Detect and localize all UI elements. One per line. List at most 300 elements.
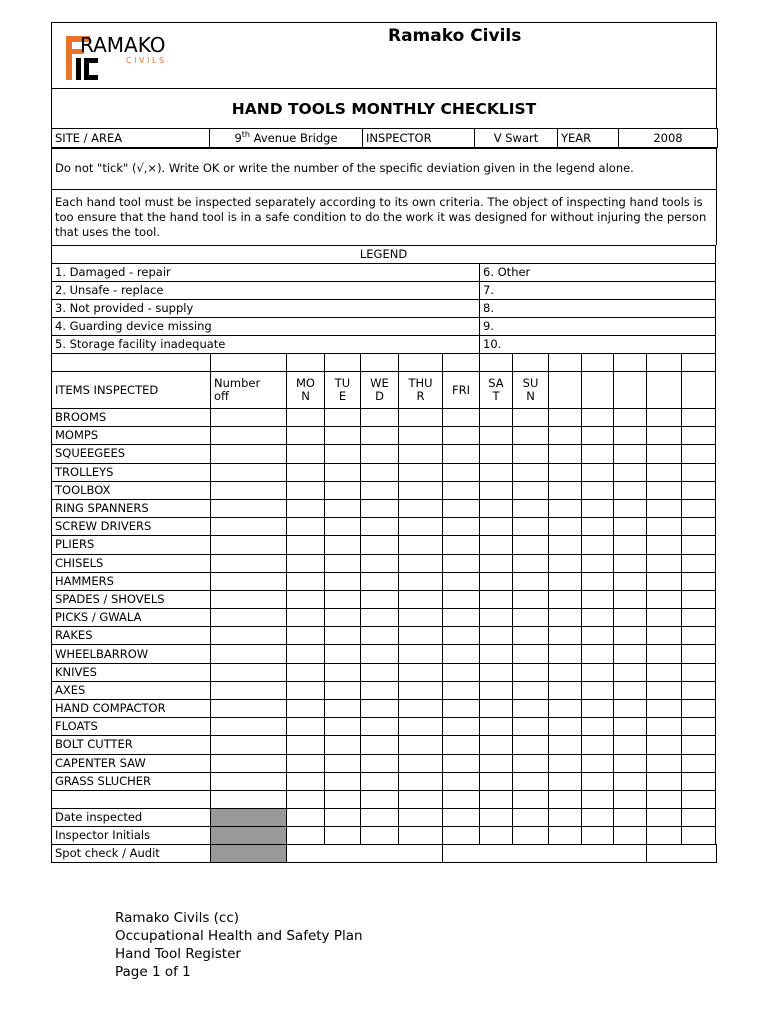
- check-cell[interactable]: [647, 518, 682, 536]
- check-cell[interactable]: [647, 463, 682, 481]
- check-cell[interactable]: [614, 518, 647, 536]
- check-cell[interactable]: [361, 554, 399, 572]
- check-cell[interactable]: [682, 499, 716, 517]
- check-cell[interactable]: [211, 481, 287, 499]
- check-cell[interactable]: [480, 572, 513, 590]
- check-cell[interactable]: [582, 826, 614, 844]
- check-cell[interactable]: [513, 463, 549, 481]
- check-cell[interactable]: [582, 718, 614, 736]
- check-cell[interactable]: [399, 826, 443, 844]
- check-cell[interactable]: [614, 627, 647, 645]
- check-cell[interactable]: [325, 536, 361, 554]
- check-cell[interactable]: [211, 445, 287, 463]
- check-cell[interactable]: [513, 627, 549, 645]
- check-cell[interactable]: [513, 663, 549, 681]
- check-cell[interactable]: [513, 609, 549, 627]
- check-cell[interactable]: [513, 754, 549, 772]
- check-cell[interactable]: [513, 572, 549, 590]
- check-cell[interactable]: [325, 518, 361, 536]
- check-cell[interactable]: [549, 499, 582, 517]
- check-cell[interactable]: [443, 790, 480, 808]
- check-cell[interactable]: [287, 427, 325, 445]
- check-cell[interactable]: [325, 663, 361, 681]
- check-cell[interactable]: [480, 518, 513, 536]
- check-cell[interactable]: [480, 536, 513, 554]
- check-cell[interactable]: [480, 736, 513, 754]
- check-cell[interactable]: [614, 481, 647, 499]
- audit-cell[interactable]: [287, 844, 443, 862]
- check-cell[interactable]: [614, 572, 647, 590]
- check-cell[interactable]: [513, 590, 549, 608]
- check-cell[interactable]: [549, 409, 582, 427]
- check-cell[interactable]: [480, 718, 513, 736]
- check-cell[interactable]: [443, 645, 480, 663]
- check-cell[interactable]: [443, 481, 480, 499]
- check-cell[interactable]: [549, 663, 582, 681]
- check-cell[interactable]: [211, 700, 287, 718]
- check-cell[interactable]: [647, 572, 682, 590]
- check-cell[interactable]: [682, 445, 716, 463]
- check-cell[interactable]: [647, 772, 682, 790]
- check-cell[interactable]: [647, 536, 682, 554]
- check-cell[interactable]: [513, 681, 549, 699]
- check-cell[interactable]: [361, 808, 399, 826]
- check-cell[interactable]: [443, 427, 480, 445]
- check-cell[interactable]: [614, 700, 647, 718]
- check-cell[interactable]: [682, 645, 716, 663]
- check-cell[interactable]: [582, 808, 614, 826]
- check-cell[interactable]: [582, 445, 614, 463]
- check-cell[interactable]: [549, 772, 582, 790]
- check-cell[interactable]: [287, 609, 325, 627]
- check-cell[interactable]: [361, 518, 399, 536]
- check-cell[interactable]: [513, 427, 549, 445]
- check-cell[interactable]: [211, 736, 287, 754]
- check-cell[interactable]: [325, 609, 361, 627]
- check-cell[interactable]: [325, 590, 361, 608]
- check-cell[interactable]: [325, 681, 361, 699]
- check-cell[interactable]: [480, 681, 513, 699]
- check-cell[interactable]: [513, 554, 549, 572]
- check-cell[interactable]: [647, 808, 682, 826]
- check-cell[interactable]: [582, 681, 614, 699]
- check-cell[interactable]: [361, 663, 399, 681]
- check-cell[interactable]: [399, 718, 443, 736]
- check-cell[interactable]: [480, 481, 513, 499]
- check-cell[interactable]: [211, 427, 287, 445]
- check-cell[interactable]: [287, 736, 325, 754]
- check-cell[interactable]: [325, 409, 361, 427]
- check-cell[interactable]: [287, 681, 325, 699]
- check-cell[interactable]: [361, 481, 399, 499]
- check-cell[interactable]: [211, 718, 287, 736]
- check-cell[interactable]: [682, 772, 716, 790]
- check-cell[interactable]: [513, 499, 549, 517]
- check-cell[interactable]: [361, 463, 399, 481]
- check-cell[interactable]: [361, 700, 399, 718]
- check-cell[interactable]: [325, 645, 361, 663]
- check-cell[interactable]: [614, 772, 647, 790]
- check-cell[interactable]: [399, 481, 443, 499]
- check-cell[interactable]: [682, 826, 716, 844]
- check-cell[interactable]: [647, 590, 682, 608]
- check-cell[interactable]: [211, 463, 287, 481]
- check-cell[interactable]: [287, 409, 325, 427]
- check-cell[interactable]: [399, 700, 443, 718]
- check-cell[interactable]: [582, 609, 614, 627]
- check-cell[interactable]: [480, 590, 513, 608]
- check-cell[interactable]: [443, 663, 480, 681]
- check-cell[interactable]: [361, 572, 399, 590]
- check-cell[interactable]: [287, 481, 325, 499]
- check-cell[interactable]: [682, 427, 716, 445]
- check-cell[interactable]: [647, 445, 682, 463]
- check-cell[interactable]: [325, 463, 361, 481]
- check-cell[interactable]: [287, 627, 325, 645]
- check-cell[interactable]: [211, 554, 287, 572]
- check-cell[interactable]: [549, 808, 582, 826]
- check-cell[interactable]: [211, 609, 287, 627]
- check-cell[interactable]: [513, 518, 549, 536]
- check-cell[interactable]: [480, 427, 513, 445]
- check-cell[interactable]: [549, 572, 582, 590]
- check-cell[interactable]: [614, 808, 647, 826]
- check-cell[interactable]: [582, 499, 614, 517]
- check-cell[interactable]: [549, 718, 582, 736]
- check-cell[interactable]: [682, 481, 716, 499]
- check-cell[interactable]: [549, 427, 582, 445]
- check-cell[interactable]: [647, 645, 682, 663]
- check-cell[interactable]: [211, 663, 287, 681]
- check-cell[interactable]: [549, 518, 582, 536]
- check-cell[interactable]: [325, 754, 361, 772]
- check-cell[interactable]: [682, 736, 716, 754]
- check-cell[interactable]: [582, 772, 614, 790]
- check-cell[interactable]: [287, 645, 325, 663]
- check-cell[interactable]: [614, 463, 647, 481]
- check-cell[interactable]: [614, 645, 647, 663]
- check-cell[interactable]: [582, 409, 614, 427]
- check-cell[interactable]: [614, 609, 647, 627]
- check-cell[interactable]: [513, 790, 549, 808]
- check-cell[interactable]: [443, 536, 480, 554]
- check-cell[interactable]: [682, 463, 716, 481]
- check-cell[interactable]: [582, 790, 614, 808]
- check-cell[interactable]: [211, 409, 287, 427]
- check-cell[interactable]: [682, 554, 716, 572]
- check-cell[interactable]: [549, 590, 582, 608]
- check-cell[interactable]: [399, 754, 443, 772]
- check-cell[interactable]: [480, 463, 513, 481]
- check-cell[interactable]: [287, 463, 325, 481]
- check-cell[interactable]: [513, 700, 549, 718]
- check-cell[interactable]: [614, 663, 647, 681]
- check-cell[interactable]: [211, 790, 287, 808]
- check-cell[interactable]: [325, 700, 361, 718]
- check-cell[interactable]: [549, 754, 582, 772]
- check-cell[interactable]: [325, 481, 361, 499]
- check-cell[interactable]: [443, 808, 480, 826]
- check-cell[interactable]: [480, 663, 513, 681]
- check-cell[interactable]: [614, 536, 647, 554]
- check-cell[interactable]: [325, 554, 361, 572]
- check-cell[interactable]: [647, 736, 682, 754]
- check-cell[interactable]: [211, 754, 287, 772]
- check-cell[interactable]: [549, 826, 582, 844]
- check-cell[interactable]: [614, 754, 647, 772]
- inspector-value[interactable]: V Swart: [475, 129, 558, 148]
- check-cell[interactable]: [549, 681, 582, 699]
- check-cell[interactable]: [287, 718, 325, 736]
- check-cell[interactable]: [614, 681, 647, 699]
- check-cell[interactable]: [614, 427, 647, 445]
- check-cell[interactable]: [582, 627, 614, 645]
- check-cell[interactable]: [287, 700, 325, 718]
- check-cell[interactable]: [582, 518, 614, 536]
- check-cell[interactable]: [443, 718, 480, 736]
- check-cell[interactable]: [399, 627, 443, 645]
- check-cell[interactable]: [399, 536, 443, 554]
- check-cell[interactable]: [399, 499, 443, 517]
- check-cell[interactable]: [549, 536, 582, 554]
- check-cell[interactable]: [682, 790, 716, 808]
- check-cell[interactable]: [287, 518, 325, 536]
- check-cell[interactable]: [480, 609, 513, 627]
- check-cell[interactable]: [361, 681, 399, 699]
- check-cell[interactable]: [513, 718, 549, 736]
- check-cell[interactable]: [480, 645, 513, 663]
- check-cell[interactable]: [211, 645, 287, 663]
- check-cell[interactable]: [582, 590, 614, 608]
- check-cell[interactable]: [582, 536, 614, 554]
- check-cell[interactable]: [647, 427, 682, 445]
- check-cell[interactable]: [211, 772, 287, 790]
- check-cell[interactable]: [582, 645, 614, 663]
- check-cell[interactable]: [325, 627, 361, 645]
- check-cell[interactable]: [443, 681, 480, 699]
- check-cell[interactable]: [682, 754, 716, 772]
- check-cell[interactable]: [614, 590, 647, 608]
- check-cell[interactable]: [287, 554, 325, 572]
- check-cell[interactable]: [682, 700, 716, 718]
- check-cell[interactable]: [361, 790, 399, 808]
- check-cell[interactable]: [480, 790, 513, 808]
- check-cell[interactable]: [614, 790, 647, 808]
- check-cell[interactable]: [361, 536, 399, 554]
- check-cell[interactable]: [287, 590, 325, 608]
- audit-cell[interactable]: [647, 844, 717, 862]
- check-cell[interactable]: [287, 536, 325, 554]
- check-cell[interactable]: [361, 409, 399, 427]
- check-cell[interactable]: [399, 445, 443, 463]
- check-cell[interactable]: [480, 499, 513, 517]
- check-cell[interactable]: [549, 609, 582, 627]
- check-cell[interactable]: [513, 826, 549, 844]
- check-cell[interactable]: [399, 609, 443, 627]
- check-cell[interactable]: [647, 627, 682, 645]
- check-cell[interactable]: [399, 409, 443, 427]
- check-cell[interactable]: [582, 463, 614, 481]
- check-cell[interactable]: [582, 572, 614, 590]
- check-cell[interactable]: [443, 736, 480, 754]
- check-cell[interactable]: [682, 536, 716, 554]
- check-cell[interactable]: [443, 572, 480, 590]
- check-cell[interactable]: [361, 718, 399, 736]
- check-cell[interactable]: [647, 681, 682, 699]
- check-cell[interactable]: [513, 645, 549, 663]
- check-cell[interactable]: [287, 772, 325, 790]
- check-cell[interactable]: [480, 554, 513, 572]
- check-cell[interactable]: [682, 609, 716, 627]
- check-cell[interactable]: [647, 481, 682, 499]
- check-cell[interactable]: [682, 681, 716, 699]
- check-cell[interactable]: [399, 808, 443, 826]
- check-cell[interactable]: [614, 499, 647, 517]
- check-cell[interactable]: [287, 826, 325, 844]
- check-cell[interactable]: [325, 427, 361, 445]
- check-cell[interactable]: [513, 772, 549, 790]
- check-cell[interactable]: [682, 808, 716, 826]
- check-cell[interactable]: [325, 445, 361, 463]
- check-cell[interactable]: [513, 445, 549, 463]
- check-cell[interactable]: [361, 627, 399, 645]
- check-cell[interactable]: [443, 590, 480, 608]
- check-cell[interactable]: [549, 700, 582, 718]
- check-cell[interactable]: [647, 499, 682, 517]
- check-cell[interactable]: [361, 590, 399, 608]
- check-cell[interactable]: [480, 754, 513, 772]
- check-cell[interactable]: [211, 627, 287, 645]
- check-cell[interactable]: [582, 700, 614, 718]
- check-cell[interactable]: [399, 463, 443, 481]
- check-cell[interactable]: [513, 808, 549, 826]
- check-cell[interactable]: [325, 736, 361, 754]
- check-cell[interactable]: [325, 772, 361, 790]
- check-cell[interactable]: [399, 663, 443, 681]
- check-cell[interactable]: [361, 609, 399, 627]
- check-cell[interactable]: [361, 772, 399, 790]
- check-cell[interactable]: [211, 590, 287, 608]
- check-cell[interactable]: [647, 754, 682, 772]
- check-cell[interactable]: [443, 826, 480, 844]
- check-cell[interactable]: [549, 645, 582, 663]
- check-cell[interactable]: [647, 554, 682, 572]
- check-cell[interactable]: [399, 736, 443, 754]
- check-cell[interactable]: [443, 700, 480, 718]
- check-cell[interactable]: [682, 627, 716, 645]
- check-cell[interactable]: [443, 463, 480, 481]
- check-cell[interactable]: [614, 409, 647, 427]
- check-cell[interactable]: [682, 590, 716, 608]
- check-cell[interactable]: [325, 790, 361, 808]
- check-cell[interactable]: [614, 826, 647, 844]
- check-cell[interactable]: [443, 627, 480, 645]
- check-cell[interactable]: [549, 736, 582, 754]
- check-cell[interactable]: [361, 445, 399, 463]
- check-cell[interactable]: [325, 572, 361, 590]
- check-cell[interactable]: [480, 445, 513, 463]
- check-cell[interactable]: [513, 409, 549, 427]
- check-cell[interactable]: [443, 554, 480, 572]
- site-value[interactable]: 9th Avenue Bridge: [210, 129, 363, 148]
- check-cell[interactable]: [325, 718, 361, 736]
- check-cell[interactable]: [325, 499, 361, 517]
- year-value[interactable]: 2008: [619, 129, 718, 148]
- check-cell[interactable]: [399, 554, 443, 572]
- check-cell[interactable]: [582, 481, 614, 499]
- check-cell[interactable]: [399, 645, 443, 663]
- check-cell[interactable]: [211, 499, 287, 517]
- check-cell[interactable]: [443, 409, 480, 427]
- check-cell[interactable]: [549, 554, 582, 572]
- check-cell[interactable]: [443, 518, 480, 536]
- check-cell[interactable]: [443, 499, 480, 517]
- check-cell[interactable]: [325, 826, 361, 844]
- check-cell[interactable]: [361, 645, 399, 663]
- check-cell[interactable]: [443, 445, 480, 463]
- check-cell[interactable]: [647, 790, 682, 808]
- check-cell[interactable]: [614, 736, 647, 754]
- check-cell[interactable]: [211, 572, 287, 590]
- check-cell[interactable]: [513, 736, 549, 754]
- check-cell[interactable]: [682, 518, 716, 536]
- check-cell[interactable]: [647, 409, 682, 427]
- check-cell[interactable]: [399, 518, 443, 536]
- check-cell[interactable]: [287, 808, 325, 826]
- check-cell[interactable]: [361, 826, 399, 844]
- check-cell[interactable]: [582, 663, 614, 681]
- check-cell[interactable]: [513, 481, 549, 499]
- check-cell[interactable]: [549, 481, 582, 499]
- check-cell[interactable]: [211, 681, 287, 699]
- check-cell[interactable]: [399, 790, 443, 808]
- check-cell[interactable]: [582, 554, 614, 572]
- check-cell[interactable]: [682, 409, 716, 427]
- check-cell[interactable]: [399, 590, 443, 608]
- check-cell[interactable]: [647, 663, 682, 681]
- check-cell[interactable]: [287, 663, 325, 681]
- check-cell[interactable]: [647, 718, 682, 736]
- audit-cell[interactable]: [443, 844, 647, 862]
- check-cell[interactable]: [682, 663, 716, 681]
- check-cell[interactable]: [211, 518, 287, 536]
- check-cell[interactable]: [480, 409, 513, 427]
- check-cell[interactable]: [287, 754, 325, 772]
- check-cell[interactable]: [287, 499, 325, 517]
- check-cell[interactable]: [480, 826, 513, 844]
- check-cell[interactable]: [682, 718, 716, 736]
- check-cell[interactable]: [287, 445, 325, 463]
- check-cell[interactable]: [549, 627, 582, 645]
- check-cell[interactable]: [513, 536, 549, 554]
- check-cell[interactable]: [582, 427, 614, 445]
- check-cell[interactable]: [647, 700, 682, 718]
- check-cell[interactable]: [361, 736, 399, 754]
- check-cell[interactable]: [647, 826, 682, 844]
- check-cell[interactable]: [682, 572, 716, 590]
- check-cell[interactable]: [399, 572, 443, 590]
- check-cell[interactable]: [480, 627, 513, 645]
- check-cell[interactable]: [480, 808, 513, 826]
- check-cell[interactable]: [399, 427, 443, 445]
- check-cell[interactable]: [399, 681, 443, 699]
- check-cell[interactable]: [614, 554, 647, 572]
- check-cell[interactable]: [211, 536, 287, 554]
- check-cell[interactable]: [582, 736, 614, 754]
- check-cell[interactable]: [614, 718, 647, 736]
- check-cell[interactable]: [647, 609, 682, 627]
- check-cell[interactable]: [361, 754, 399, 772]
